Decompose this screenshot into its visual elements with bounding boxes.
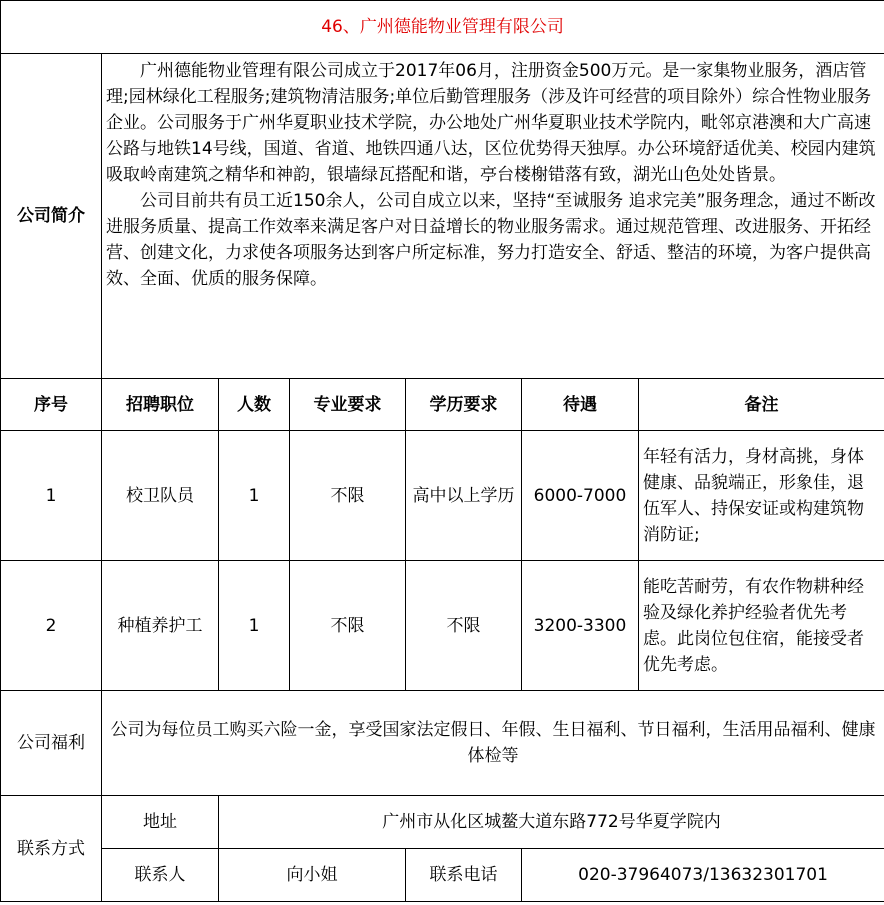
header-count: 人数 bbox=[219, 379, 290, 431]
header-no: 序号 bbox=[1, 379, 102, 431]
job-no: 2 bbox=[1, 561, 102, 691]
header-note: 备注 bbox=[639, 379, 884, 431]
contact-label: 联系方式 bbox=[1, 796, 102, 902]
intro-paragraph-2: 公司目前共有员工近150余人，公司自成立以来，坚持“至诚服务 追求完美”服务理念，通过不断改进服务质量、提高工作效率来满足客户对日益增长的物业服务需求。通过规范管理、改进服务、开拓经营、创建文化，力求使各项服务达到客户所定标准，努力打造安全、舒适、整洁的环境，为客户提供高效、全面、优质的服务保障。 bbox=[106, 191, 876, 289]
contact-person-label: 联系人 bbox=[102, 849, 219, 902]
contact-person-row bbox=[1, 849, 884, 902]
contact-person-value: 向小姐 bbox=[219, 849, 406, 902]
intro-row bbox=[1, 54, 884, 379]
job-position: 校卫队员 bbox=[102, 431, 219, 561]
company-title: 46、广州德能物业管理有限公司 bbox=[1, 1, 884, 54]
job-education: 不限 bbox=[406, 561, 522, 691]
job-education: 高中以上学历 bbox=[406, 431, 522, 561]
phone-label: 联系电话 bbox=[406, 849, 522, 902]
job-major: 不限 bbox=[290, 431, 406, 561]
welfare-row bbox=[1, 691, 884, 796]
job-salary: 3200-3300 bbox=[522, 561, 639, 691]
intro-label: 公司简介 bbox=[1, 54, 102, 379]
welfare-text: 公司为每位员工购买六险一金，享受国家法定假日、年假、生日福利、节日福利，生活用品福利、健康体检等 bbox=[102, 691, 884, 796]
intro-paragraph-1: 广州德能物业管理有限公司成立于2017年06月，注册资金500万元。是一家集物业服务，酒店管理;园林绿化工程服务;建筑物清洁服务;单位后勤管理服务（涉及许可经营的项目除外）综合性物业服务企业。公司服务于广州华夏职业技术学院，办公地处广州华夏职业技术学院内，毗邻京港澳和大广高速公路与地铁14号线，国道、省道、地铁四通八达，区位优势得天独厚。办公环境舒适优美、校园内建筑吸取岭南建筑之精华和神韵，银墙绿瓦搭配和谐，亭台楼榭错落有致，湖光山色处处皆景。 bbox=[106, 61, 876, 185]
header-salary: 待遇 bbox=[522, 379, 639, 431]
job-salary: 6000-7000 bbox=[522, 431, 639, 561]
address-row bbox=[1, 796, 884, 849]
phone-value: 020-37964073/13632301701 bbox=[522, 849, 884, 902]
address-label: 地址 bbox=[102, 796, 219, 849]
header-row bbox=[1, 379, 884, 431]
job-major: 不限 bbox=[290, 561, 406, 691]
job-position: 种植养护工 bbox=[102, 561, 219, 691]
table-row bbox=[1, 431, 884, 561]
job-note: 年轻有活力，身材高挑，身体健康、品貌端正，形象佳，退伍军人、持保安证或构建筑物消防证; bbox=[639, 431, 884, 561]
job-count: 1 bbox=[219, 561, 290, 691]
welfare-label: 公司福利 bbox=[1, 691, 102, 796]
job-note: 能吃苦耐劳，有农作物耕种经验及绿化养护经验者优先考虑。此岗位包住宿，能接受者优先考虑。 bbox=[639, 561, 884, 691]
title-row bbox=[1, 1, 884, 54]
table-row bbox=[1, 561, 884, 691]
header-position: 招聘职位 bbox=[102, 379, 219, 431]
job-count: 1 bbox=[219, 431, 290, 561]
header-education: 学历要求 bbox=[406, 379, 522, 431]
address-value: 广州市从化区城鳌大道东路772号华夏学院内 bbox=[219, 796, 884, 849]
job-no: 1 bbox=[1, 431, 102, 561]
header-major: 专业要求 bbox=[290, 379, 406, 431]
intro-text bbox=[102, 54, 884, 379]
